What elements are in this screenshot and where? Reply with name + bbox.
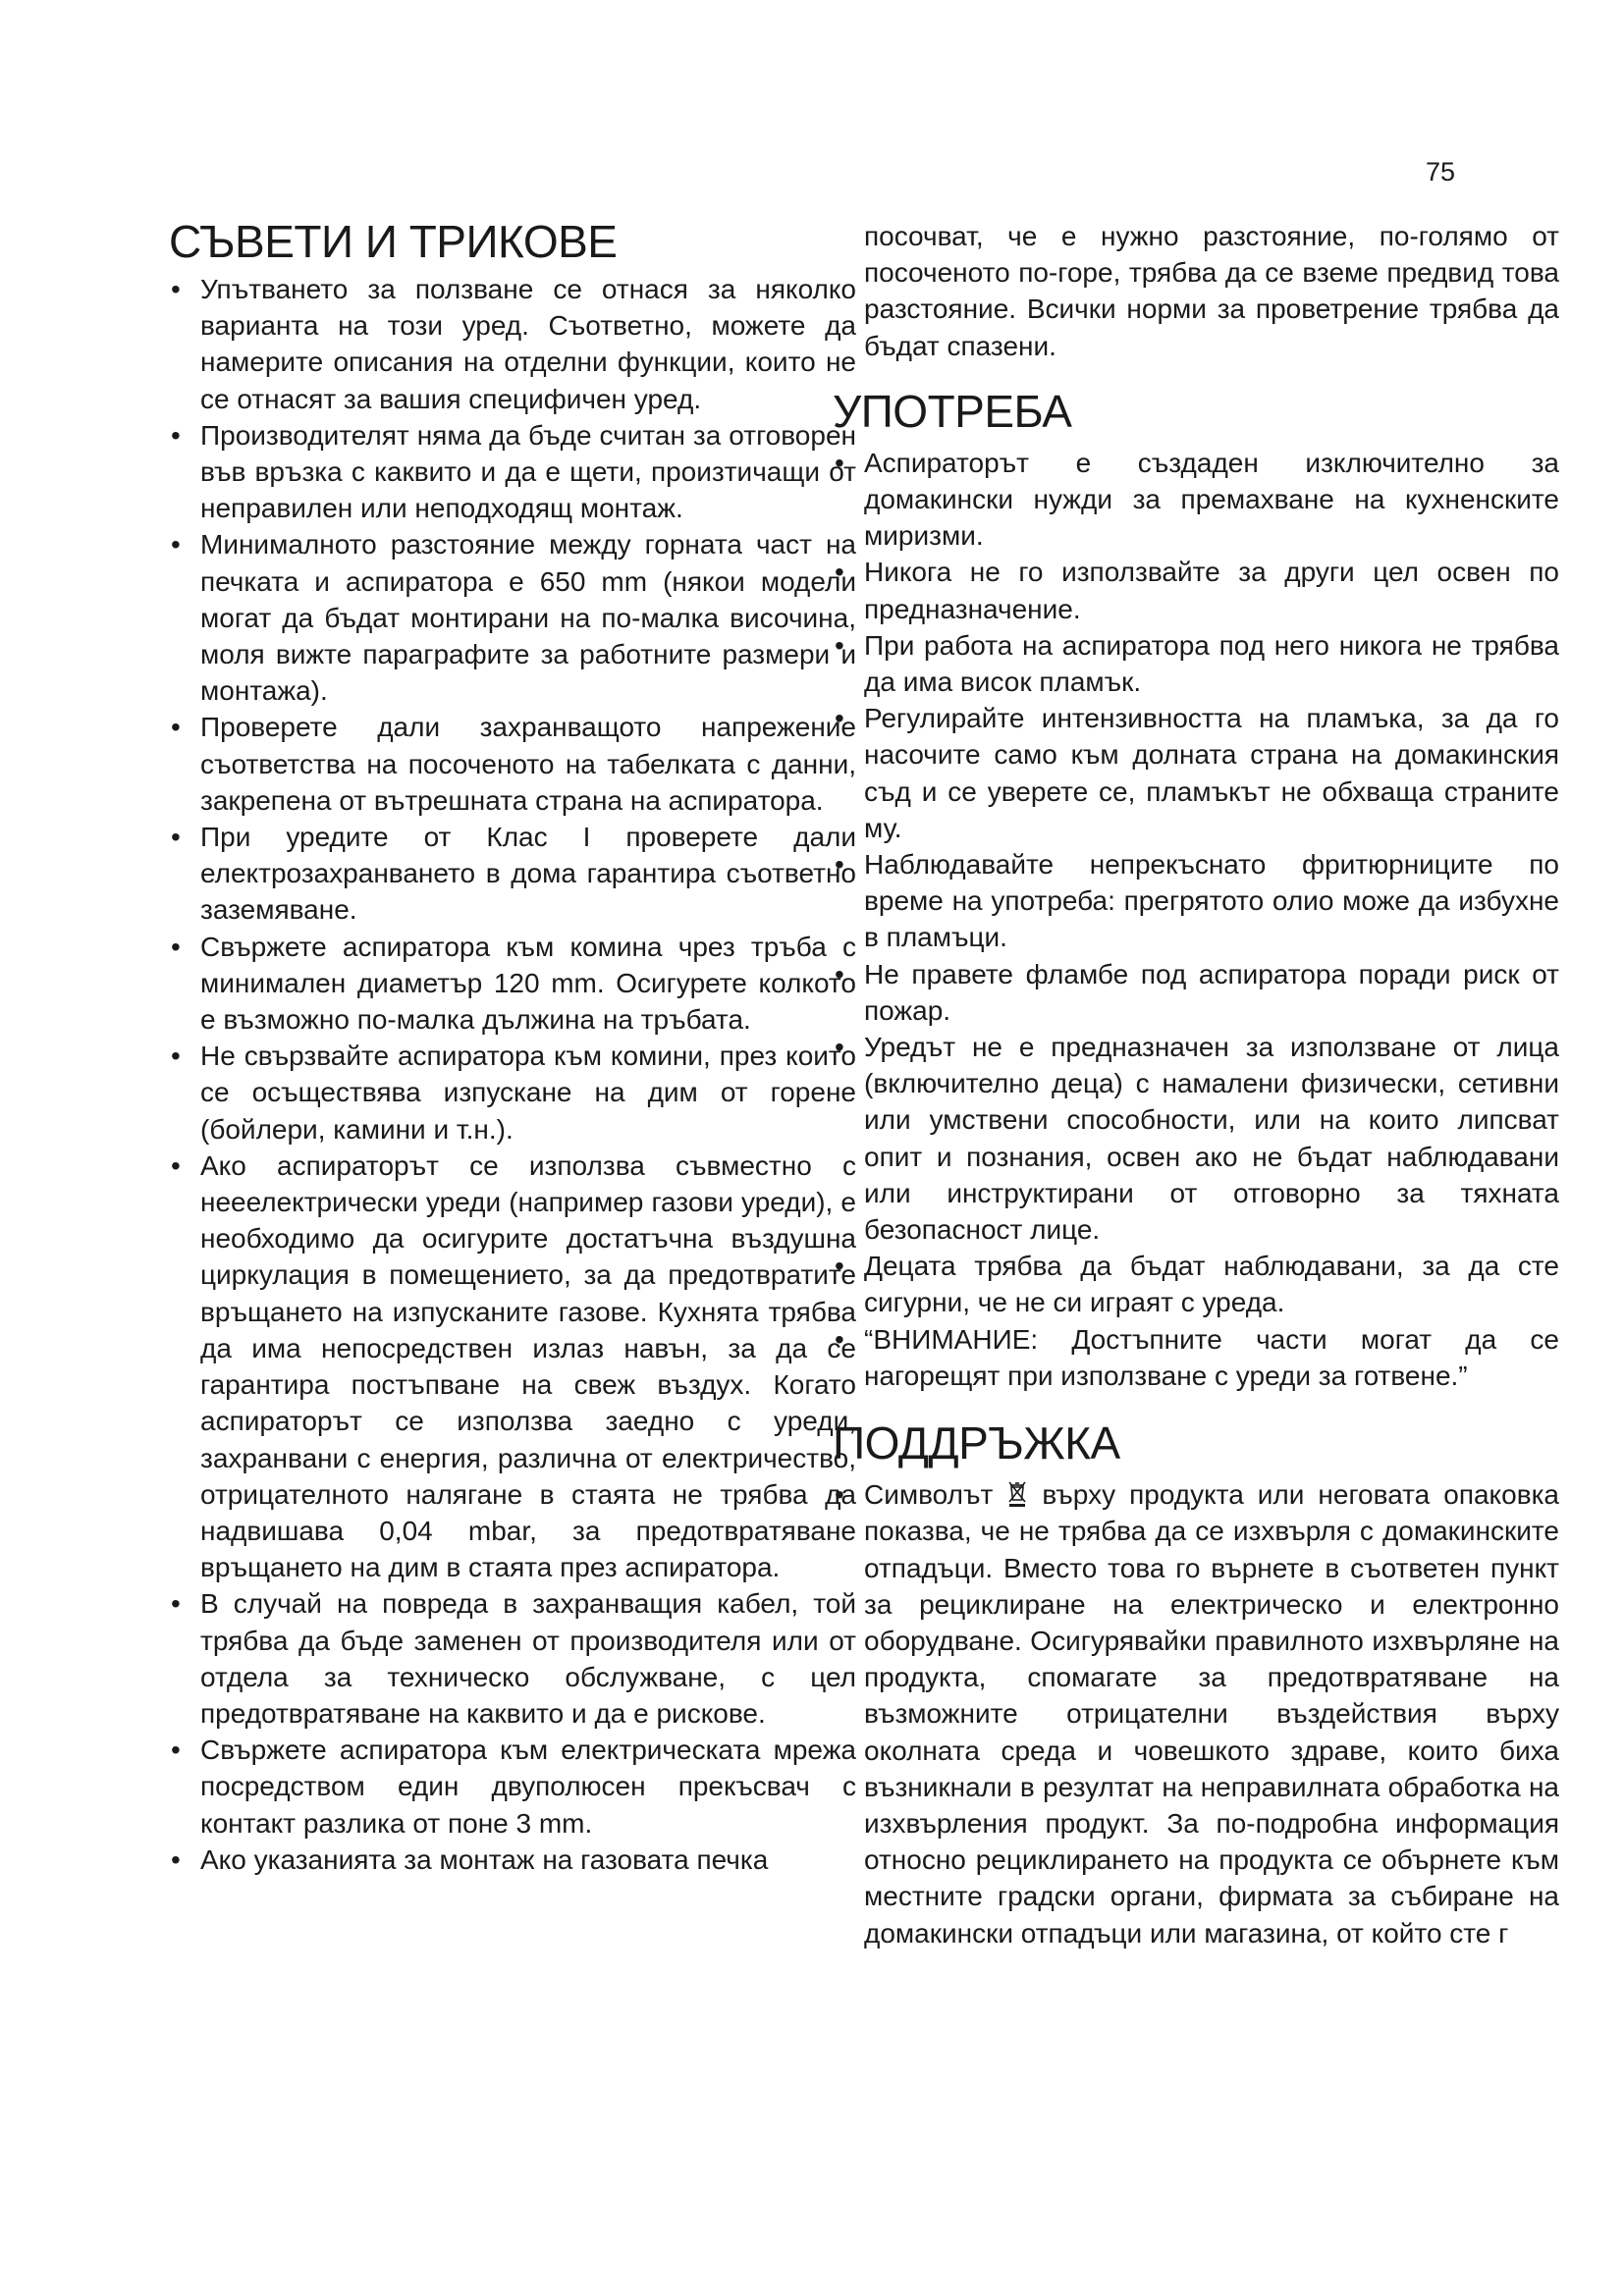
list-item: • Регулирайте интензивността на пламъка, за да го насочите само към долната страна на домакинския съд и се уверете се, пламъкът не обхваща страните му. [833,700,1559,846]
right-column [833,218,1559,1951]
weee-bin-icon [1006,1480,1028,1508]
list-item: • Не правете фламбе под аспиратора поради риск от пожар. [833,956,1559,1029]
list-item: • Децата трябва да бъдат наблюдавани, за да сте сигурни, че не си играят с уреда. [833,1248,1559,1320]
list-item: • В случай на повреда в захранващия кабел, той трябва да бъде заменен от производителя или от отдела за техническо обслужване, с цел предотвратяване на каквито и да е рискове. [169,1585,856,1732]
list-item [833,1476,1559,1951]
use-heading: УПОТРЕБА [833,385,1072,437]
use-list [833,445,1559,1394]
page-number: 75 [1426,157,1456,187]
list-item: • “ВНИМАНИЕ: Достъпните части могат да се нагорещят при използване с уреди за готвене.” [833,1321,1559,1394]
list-item: • При уредите от Клас I проверете дали електрозахранването в дома гарантира съответно заземяване. [169,819,856,929]
maintenance-list [833,1476,1559,1951]
list-item: • Свържете аспиратора към електрическата мрежа посредством един двуполюсен прекъсвач с контакт разлика от поне 3 mm. [169,1732,856,1842]
list-item: • Наблюдавайте непрекъснато фритюрниците по време на употреба: прегрятото олио може да избухне в пламъци. [833,846,1559,956]
tips-heading: СЪВЕТИ И ТРИКОВЕ [169,216,618,267]
list-item: • Уредът не е предназначен за използване от лица (включително деца) с намалени физически, сетивни или умствени способности, или на които липсват опит и познания, освен ако не бъдат наблюдавани или инструктирани от отговорно за тяхната безопасност лице. [833,1029,1559,1248]
list-item: • Никога не го използвайте за други цел освен по предназначение. [833,554,1559,626]
list-item: • Аспираторът е създаден изключително за домакински нужди за премахване на кухненските миризми. [833,445,1559,555]
left-column [169,214,856,1878]
list-item: • Ако аспираторът се използва съвместно с нееелектрически уреди (например газови уреди), е необходимо да осигурите достатъчна въздушна циркулация в помещението, за да предотвратите връщането на изпусканите газове. Кухнята трябва да има непосредствен излаз навън, за да се гарантира постъпване на свеж въздух. Когато аспираторът се използва заедно с уреди, захранвани с енергия, различна от електричество, отрицателното налягане в стаята не трябва да надвишава 0,04 mbar, за предотвратяване връщането на дим в стаята през аспиратора. [169,1148,856,1585]
list-item: • Не свързвайте аспиратора към комини, през които се осъществява изпускане на дим от горене (бойлери, камини и т.н.). [169,1038,856,1148]
list-item: • Производителят няма да бъде считан за отговорен във връзка с каквито и да е щети, произтичащи от неправилен или неподходящ монтаж. [169,417,856,527]
list-item: • Проверете дали захранващото напрежение съответства на посоченото на табелката с данни, закрепена от вътрешната страна на аспиратора. [169,709,856,819]
maintenance-heading: ПОДДРЪЖКА [833,1417,1120,1469]
continued-paragraph: посочват, че е нужно разстояние, по-голямо от посоченото по-горе, трябва да се вземе предвид това разстояние. Всички норми за проветрение трябва да бъдат спазени. [864,221,1559,361]
list-item: • Свържете аспиратора към комина чрез тръба с минимален диаметър 120 mm. Осигурете колкото е възможно по-малка дължина на тръбата. [169,929,856,1039]
list-item: • Минималното разстояние между горната част на печката и аспиратора е 650 mm (някои модели могат да бъдат монтирани на по-малка височина, моля вижте параграфите за работните размери и монтажа). [169,526,856,709]
list-item: • Ако указанията за монтаж на газовата печка [169,1842,856,1878]
maintenance-text-start: Символът [864,1479,994,1511]
tips-list [169,271,856,1878]
maintenance-text: върху продукта или неговата опаковка показва, че не трябва да се изхвърля с домакинските отпадъци. Вместо това го върнете в съответен пункт за рециклиране на електрическо и електронно оборудване. Осигурявайки правилното изхвърляне на продукта, спомагате за предотвратяване на възможните отрицателни въздействия върху околната среда и човешкото здраве, които биха възникнали в резултат на неправилната обработка на изхвърления продукт. За по-подробна информация относно рециклирането на продукта се обърнете към местните градски органи, фирмата за събиране на домакински отпадъци или магазина, от който сте г [864,1479,1560,1949]
list-item: • Упътването за ползване се отнася за няколко варианта на този уред. Съответно, можете да намерите описания на отделни функции, които не се отнасят за вашия специфичен уред. [169,271,856,417]
list-item: • При работа на аспиратора под него никога не трябва да има висок пламък. [833,627,1559,700]
